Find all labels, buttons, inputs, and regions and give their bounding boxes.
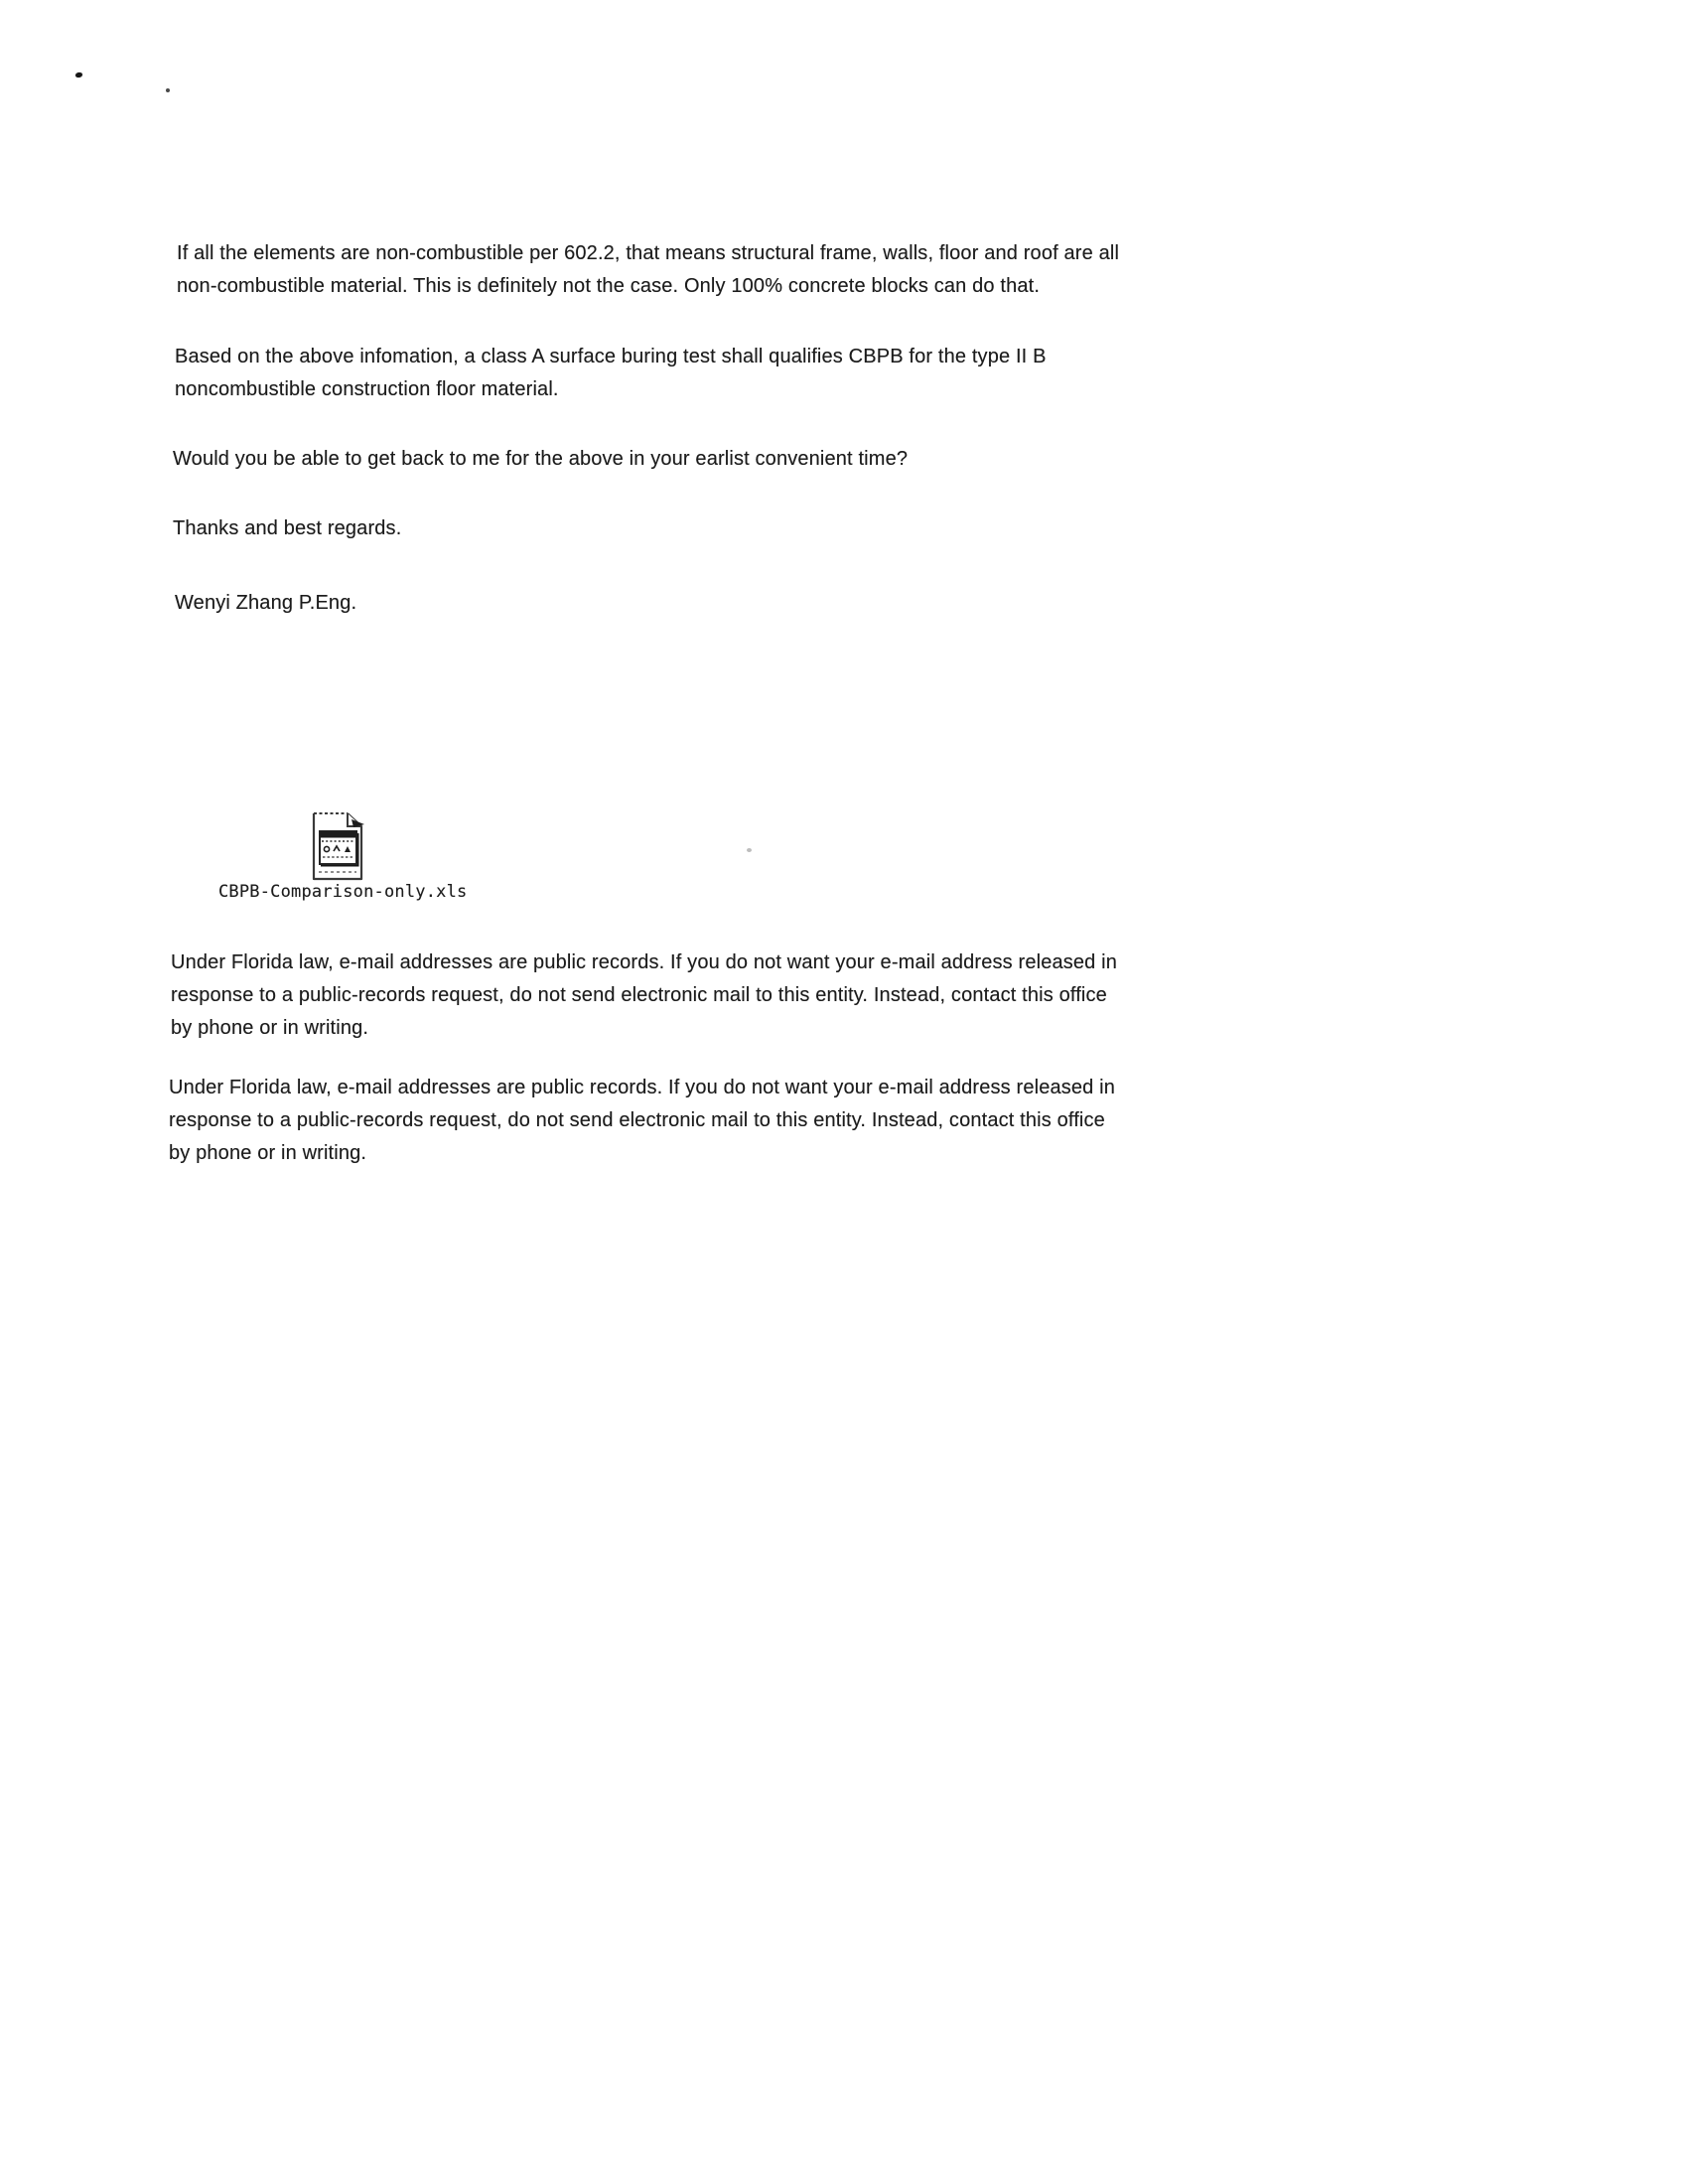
paragraph-line: Would you be able to get back to me for the above in your earlist convenient time? [173,448,909,470]
disclaimer-line: by phone or in writing. [171,1017,369,1039]
paragraph-line: If all the elements are non-combustible per 602.2, that means structural frame, walls, floor and roof are all [177,242,1120,264]
email-signature [175,587,356,620]
scan-speck [747,848,752,852]
attachment-filename[interactable]: CBPB-Comparison-only.xls [218,882,468,902]
legal-disclaimer [171,946,1117,1045]
disclaimer-line: by phone or in writing. [169,1142,367,1164]
email-closing [173,512,401,545]
paragraph-line: noncombustible construction floor material. [175,378,559,400]
disclaimer-line: response to a public-records request, do not send electronic mail to this entity. Instead, contact this office [171,984,1107,1006]
scan-speck [75,72,83,77]
scan-speck [166,88,170,92]
email-paragraph [177,237,1119,303]
paragraph-line: non-combustible material. This is definitely not the case. Only 100% concrete blocks can do that. [177,275,1041,297]
email-paragraph [175,341,1047,406]
disclaimer-line: Under Florida law, e-mail addresses are public records. If you do not want your e-mail address released in [171,951,1118,973]
legal-disclaimer [169,1072,1115,1170]
xls-document-icon[interactable] [309,809,368,883]
disclaimer-line: response to a public-records request, do not send electronic mail to this entity. Instead, contact this office [169,1109,1105,1131]
signature-line: Wenyi Zhang P.Eng. [175,592,357,614]
disclaimer-line: Under Florida law, e-mail addresses are public records. If you do not want your e-mail address released in [169,1077,1116,1098]
closing-line: Thanks and best regards. [173,517,402,539]
paragraph-line: Based on the above infomation, a class A surface buring test shall qualifies CBPB for the type II B [175,346,1047,367]
email-paragraph [173,443,908,476]
